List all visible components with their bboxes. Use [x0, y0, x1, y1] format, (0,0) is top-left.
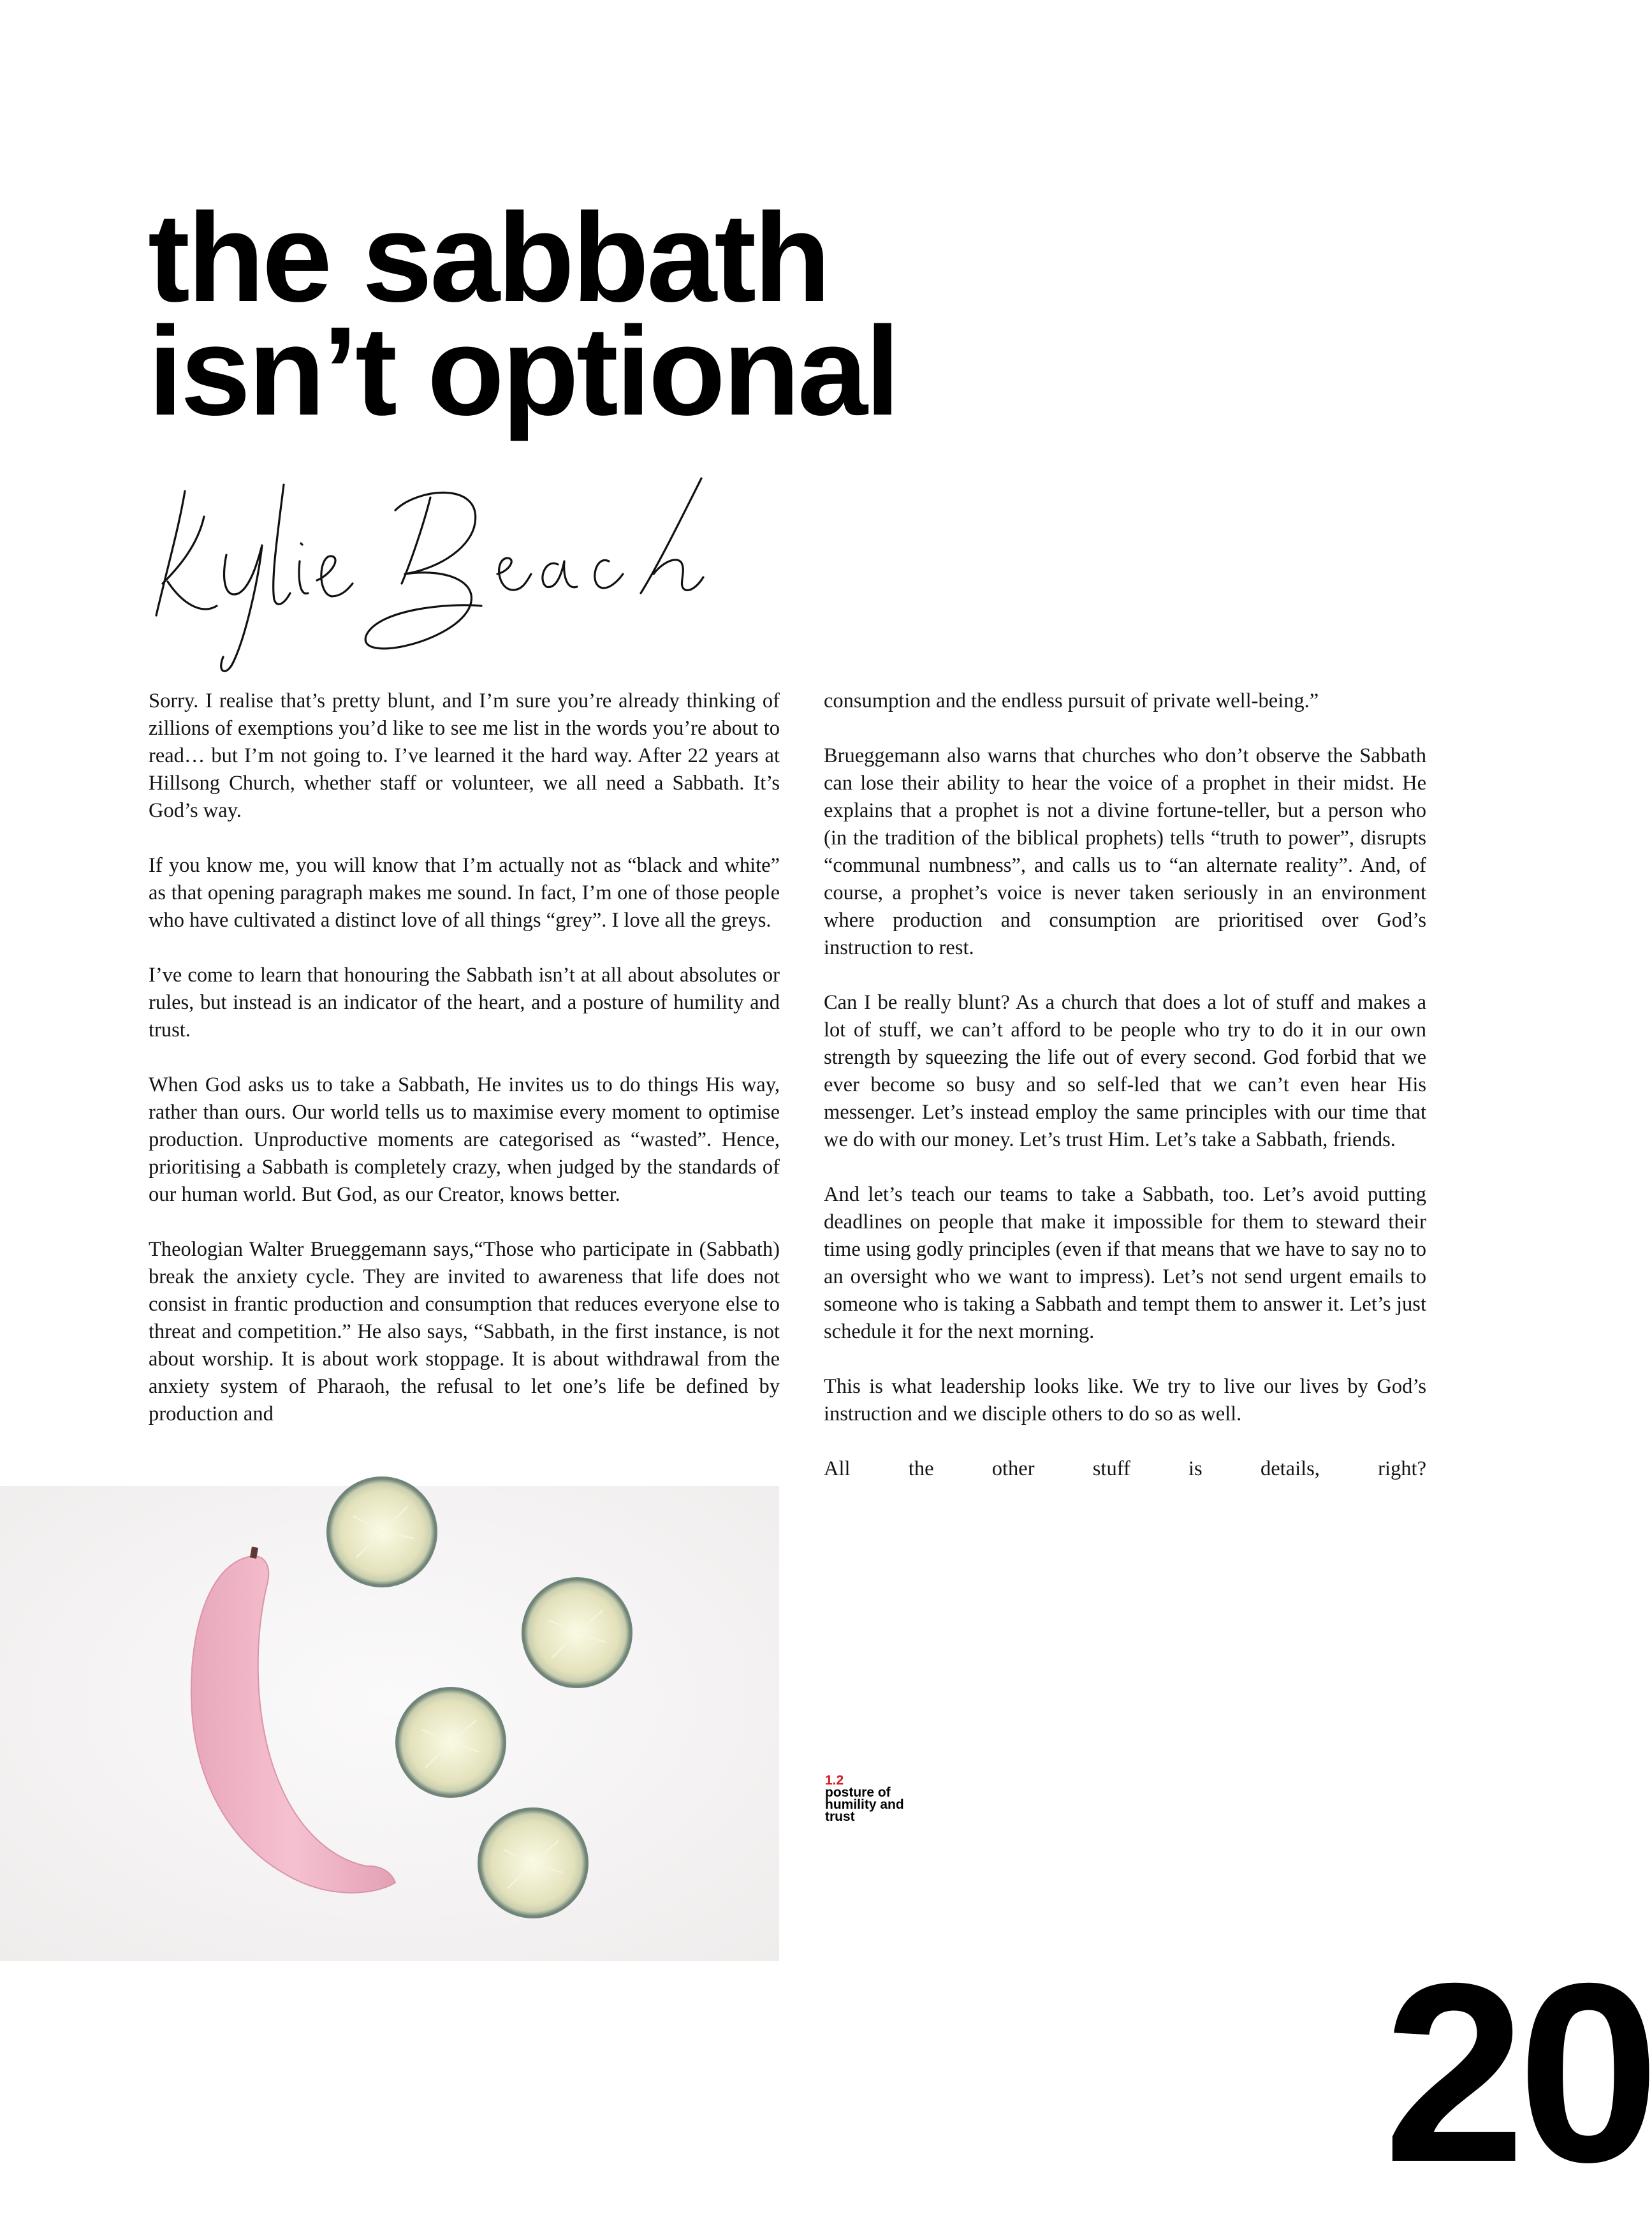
paragraph: This is what leadership looks like. We try to live our lives by God’s instruction and we disciple others to do so as well.	[824, 1375, 1426, 1425]
closing-line: All the other stuff is details, right?	[824, 1457, 1426, 1480]
page-number: 20	[1384, 1930, 1652, 2215]
paragraph: When God asks us to take a Sabbath, He invites us to do things His way, rather than ours. Our world tells us to maximise every moment to optimise production. Unproductive moments are categorised as “wasted”. Hence, prioritising a Sabbath is completely crazy, when judged by the standards of our human world. But God, as our Creator, knows better.	[149, 1073, 780, 1206]
section-label: posture of humility and trust	[825, 1785, 904, 1824]
article-column-right	[824, 688, 1426, 1510]
paragraph: I’ve come to learn that honouring the Sabbath isn’t at all about absolutes or rules, but instead is an indicator of the heart, and a posture of humility and trust.	[149, 964, 780, 1041]
paragraph: consumption and the endless pursuit of private well-being.”	[824, 689, 1319, 712]
section-number: 1.2	[825, 1773, 844, 1788]
section-tag	[825, 1774, 927, 1823]
article-column-left	[149, 688, 780, 1455]
paragraph: Can I be really blunt? As a church that does a lot of stuff and makes a lot of stuff, we can’t afford to be people who try to do it in our own strength by squeezing the life out of every second. God forbid that we ever become so busy and so self-led that we can’t even hear His messenger. Let’s instead employ the same principles with our time that we do with our money. Let’s trust Him. Let’s take a Sabbath, friends.	[824, 991, 1426, 1151]
paragraph: And let’s teach our teams to take a Sabbath, too. Let’s avoid putting deadlines on people that make it impossible for them to steward their time using godly principles (even if that means that we have to say no to an oversight who we want to impress). Let’s not send urgent emails to someone who is taking a Sabbath and tempt them to answer it. Let’s just schedule it for the next morning.	[824, 1183, 1426, 1343]
article-title	[148, 187, 1104, 441]
paragraph: Brueggemann also warns that churches who don’t observe the Sabbath can lose their ability to hear the voice of a prophet in their midst. He explains that a prophet is not a divine fortune-teller, but a person who (in the tradition of the biblical prophets) tells “truth to power”, disrupts “communal numbness”, and calls us to “an alternate reality”. And, of course, a prophet’s voice is never taken seriously in an environment where production and consumption are prioritised over God’s instruction to rest.	[824, 744, 1426, 959]
paragraph: If you know me, you will know that I’m actually not as “black and white” as that opening paragraph makes me sound. In fact, I’m one of those people who have cultivated a distinct love of all things “grey”. I love all the greys.	[149, 854, 780, 932]
paragraph: Sorry. I realise that’s pretty blunt, and I’m sure you’re already thinking of zillions of exemptions you’d like to see me list in the words you’re about to read… but I’m not going to. I’ve learned it the hard way. After 22 years at Hillsong Church, whether staff or volunteer, we all need a Sabbath. It’s God’s way.	[149, 689, 780, 822]
title-line-1: the sabbath	[148, 187, 829, 328]
title-line-2: isn’t optional	[148, 300, 898, 441]
paragraph: Theologian Walter Brueggemann says,“Those who participate in (Sabbath) break the anxiety cycle. They are invited to awareness that life does not consist in frantic production and consumption that reduces everyone else to threat and competition.” He also says, “Sabbath, in the first instance, is not about worship. It is about work stoppage. It is about withdrawal from the anxiety system of Pharaoh, the refusal to let one’s life be defined by production and	[149, 1238, 780, 1425]
author-signature	[150, 472, 724, 682]
banana-lime-photo	[0, 1486, 779, 1961]
